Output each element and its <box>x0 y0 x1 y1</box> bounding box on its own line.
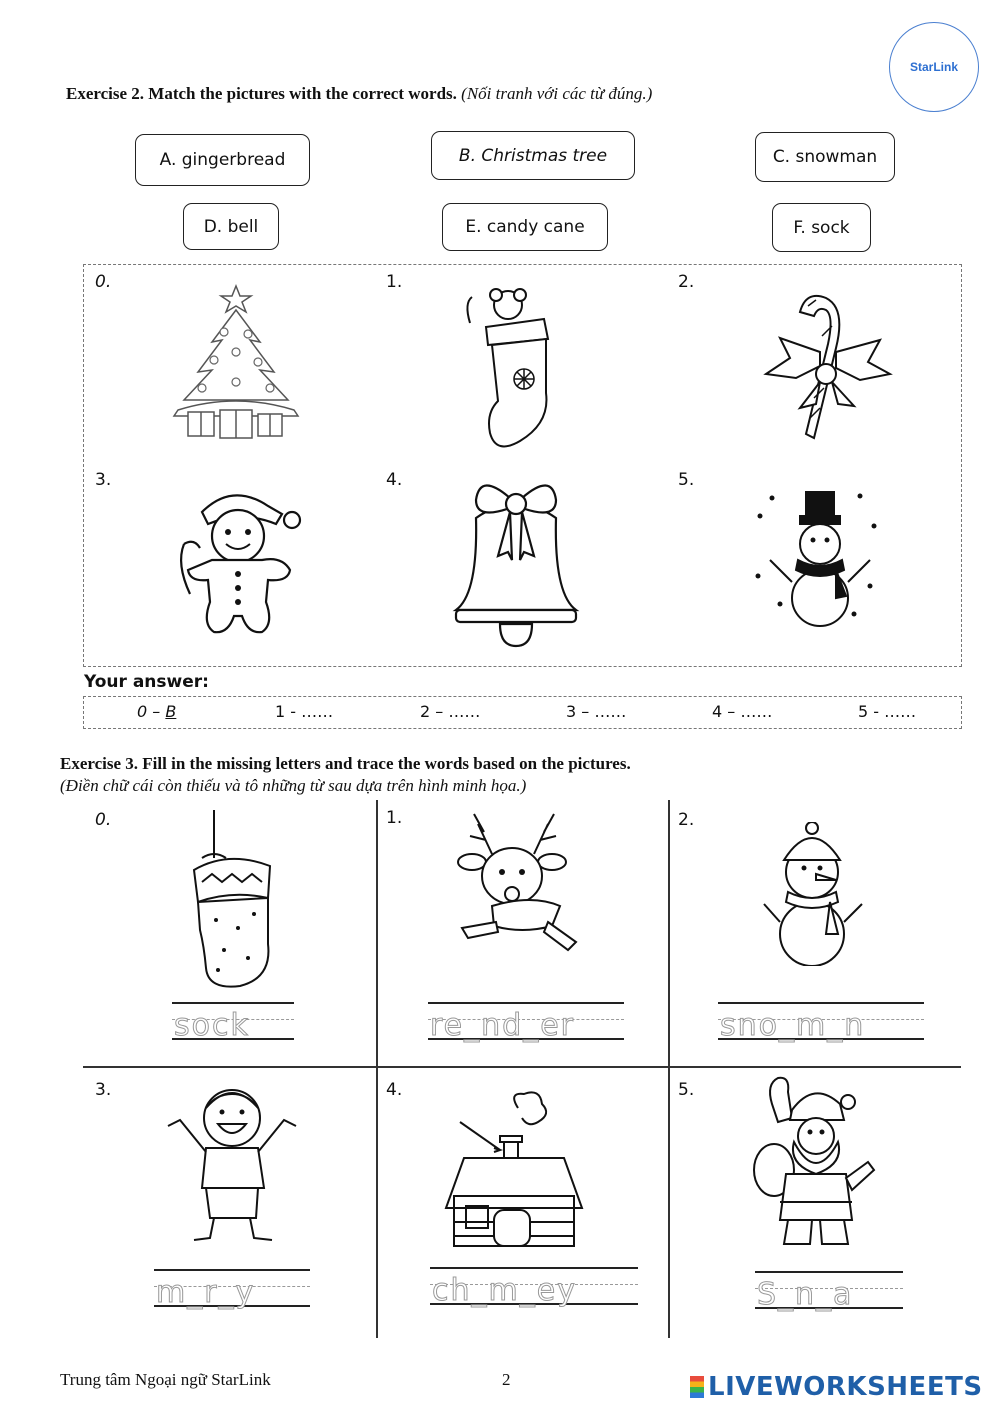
trace-word-2[interactable]: sno_m_n <box>720 1008 866 1043</box>
reindeer-picture <box>452 810 588 960</box>
trace-word-1[interactable]: re_nd_er <box>430 1008 575 1043</box>
answer-box <box>83 696 962 729</box>
picture-number-4: 4. <box>386 470 403 490</box>
trace-word-5[interactable]: S_n_a <box>757 1277 854 1312</box>
starlink-logo <box>889 22 979 112</box>
liveworksheets-text: LIVEWORKSHEETS <box>708 1372 983 1402</box>
trace-word-3[interactable]: m_r_y <box>156 1275 256 1310</box>
gingerbread-picture[interactable] <box>172 484 304 642</box>
answer-5-field[interactable]: 5 - …… <box>858 702 917 721</box>
ex3-number-1: 1. <box>386 808 403 828</box>
santa-picture <box>752 1074 876 1250</box>
ex3-number-5: 5. <box>678 1080 695 1100</box>
answer-2-field[interactable]: 2 – …… <box>420 702 481 721</box>
word-box-a[interactable]: A. gingerbread <box>135 134 310 186</box>
grid-divider-1 <box>376 800 378 1338</box>
ex3-number-4: 4. <box>386 1080 403 1100</box>
word-box-b[interactable]: B. Christmas tree <box>431 131 635 180</box>
answer-1-field[interactable]: 1 - …… <box>275 702 334 721</box>
trace-line-top-0 <box>172 1002 294 1004</box>
picture-number-1: 1. <box>386 272 403 292</box>
trace-line-top-3 <box>154 1269 310 1271</box>
word-box-f[interactable]: F. sock <box>772 203 871 252</box>
logo-text: StarLink <box>909 60 958 74</box>
picture-number-3: 3. <box>95 470 112 490</box>
trace-line-top-1 <box>428 1002 624 1004</box>
trace-word-0[interactable]: sock <box>174 1008 250 1043</box>
picture-number-5: 5. <box>678 470 695 490</box>
snowman-picture[interactable] <box>750 486 884 628</box>
exercise3-title: Exercise 3. Fill in the missing letters and trace the words based on the pictures. <box>60 754 631 773</box>
boy-picture <box>158 1078 308 1248</box>
ex3-number-2: 2. <box>678 810 695 830</box>
ex3-snowman-picture <box>760 822 866 966</box>
grid-divider-2 <box>668 800 670 1338</box>
answer-0-prefix: 0 – <box>137 702 166 721</box>
stocking-picture[interactable] <box>460 283 570 455</box>
exercise2-title-text: Exercise 2. Match the pictures with the correct words. <box>66 84 457 103</box>
exercise2-title <box>66 84 652 104</box>
house-chimney-picture <box>444 1088 584 1252</box>
candy-cane-picture[interactable] <box>760 278 894 450</box>
exercise3-subtitle: (Điền chữ cái còn thiếu và tô những từ sau dựa trên hình minh họa.) <box>60 776 527 795</box>
ex3-number-0: 0. <box>95 810 112 830</box>
trace-line-top-2 <box>718 1002 924 1004</box>
answer-0-letter: B <box>165 702 177 721</box>
trace-word-4[interactable]: ch_m_ey <box>432 1273 577 1308</box>
your-answer-label: Your answer: <box>84 672 209 692</box>
word-box-e[interactable]: E. candy cane <box>442 203 608 251</box>
answer-0 <box>137 702 176 721</box>
grid-divider-row <box>83 1066 961 1068</box>
picture-number-2: 2. <box>678 272 695 292</box>
word-box-c[interactable]: C. snowman <box>755 132 895 182</box>
christmas-tree-picture[interactable] <box>158 282 314 442</box>
answer-4-field[interactable]: 4 – …… <box>712 702 773 721</box>
exercise2-subtitle: (Nối tranh với các từ đúng.) <box>461 84 653 103</box>
picture-number-0: 0. <box>95 272 112 292</box>
trace-line-top-4 <box>430 1267 638 1269</box>
answer-3-field[interactable]: 3 – …… <box>566 702 627 721</box>
liveworksheets-logo-icon <box>690 1376 704 1398</box>
footer-center-name: Trung tâm Ngoại ngữ StarLink <box>60 1370 271 1389</box>
word-box-d[interactable]: D. bell <box>183 203 279 250</box>
footer-page-number: 2 <box>502 1370 511 1389</box>
liveworksheets-brand <box>690 1372 983 1402</box>
bell-picture[interactable] <box>452 470 580 652</box>
ex3-number-3: 3. <box>95 1080 112 1100</box>
ex3-stocking-picture <box>188 810 274 990</box>
trace-line-top-5 <box>755 1271 903 1273</box>
